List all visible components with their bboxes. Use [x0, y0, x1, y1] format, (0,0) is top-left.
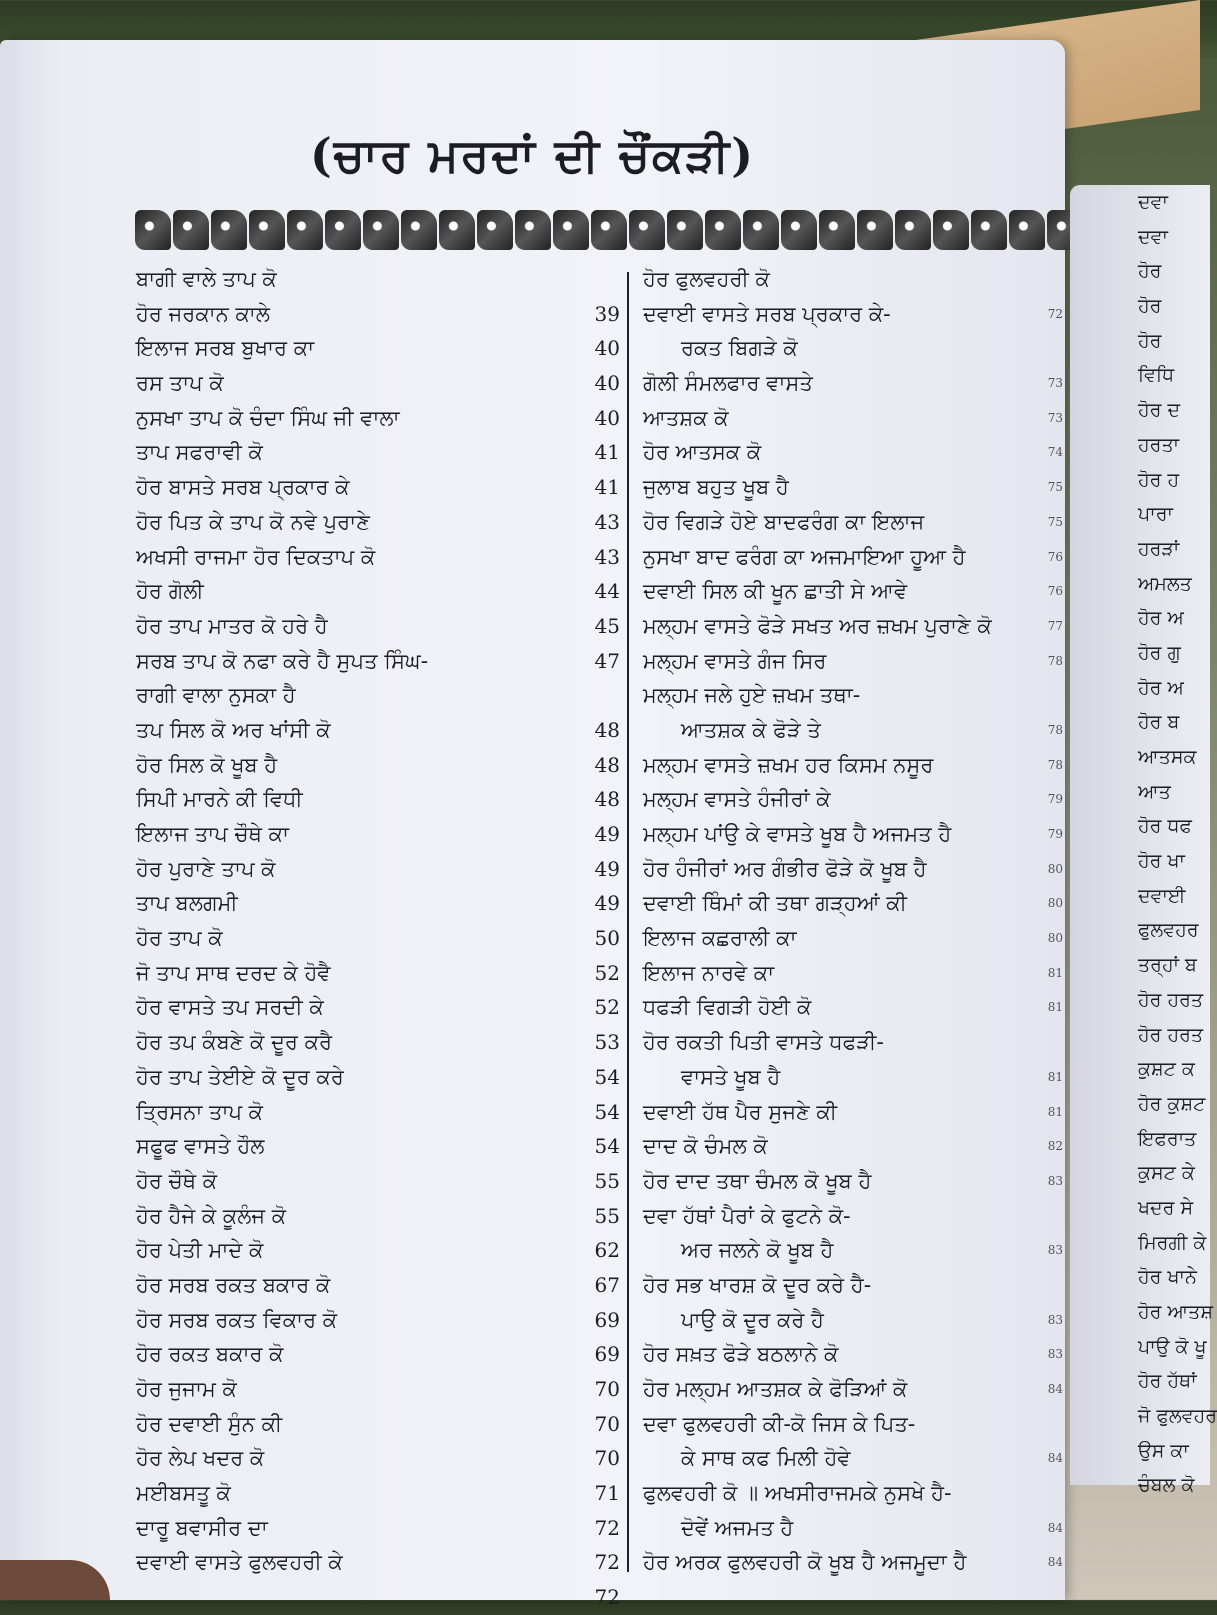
index-entry	[643, 505, 1063, 540]
right-page-fragment: ਦਵਾ	[1138, 225, 1168, 248]
right-page-fragment: ਅਮਲਤ	[1138, 572, 1192, 595]
index-entry	[643, 1164, 1063, 1199]
entry-text: ਹੋਰ ਪਿਤ ਕੇ ਤਾਪ ਕੋ ਨਵੇ ਪੁਰਾਣੇ	[136, 509, 370, 534]
ornament-icon	[439, 210, 475, 250]
entry-text: ਗੋਲੀ ਸੰਮਲਫਾਰ ਵਾਸਤੇ	[643, 371, 813, 396]
page-number: 73	[1047, 376, 1063, 391]
index-entry	[136, 1060, 626, 1095]
index-entry	[643, 817, 1063, 852]
entry-text: ਧਫੜੀ ਵਿਗੜੀ ਹੋਈ ਕੋ	[643, 995, 812, 1020]
index-entry	[643, 609, 1063, 644]
index-entry	[643, 435, 1063, 470]
right-page-fragment: ਆਤਸਕ	[1138, 746, 1197, 768]
right-page-fragment: ਕੁਸਟ ਕੇ	[1138, 1162, 1195, 1185]
page-number: 49	[594, 891, 620, 916]
index-entry	[643, 990, 1063, 1025]
page-number: 62	[594, 1238, 620, 1263]
index-entry	[136, 435, 626, 470]
index-entry	[643, 331, 1063, 366]
page-number: 81	[1047, 1069, 1063, 1084]
entry-text: ਰਕਤ ਬਿਗੜੇ ਕੋ	[681, 336, 798, 361]
right-page-fragment: ਵਿਧਿ	[1138, 364, 1175, 387]
page-number: 83	[1047, 1173, 1063, 1188]
page-number: 69	[594, 1342, 620, 1367]
index-entry	[643, 297, 1063, 332]
entry-text: ਦਵਾ ਫੁਲਵਹਰੀ ਕੀ-ਕੋ ਜਿਸ ਕੇ ਪਿਤ-	[643, 1411, 916, 1436]
page-number: 52	[594, 995, 620, 1020]
index-entry	[136, 852, 626, 887]
page-number: 41	[594, 475, 620, 500]
page-number: 84	[1047, 1555, 1063, 1570]
page-number: 69	[594, 1307, 620, 1332]
ornament-icon	[1009, 210, 1045, 250]
index-entry	[136, 1476, 626, 1511]
entry-text: ਹੋਰ ਗੋਲੀ	[136, 579, 204, 604]
entry-text: ਰਾਗੀ ਵਾਲਾ ਨੁਸਕਾ ਹੈ	[136, 683, 296, 708]
page-number: 71	[594, 1481, 620, 1506]
ornament-icon	[591, 210, 627, 250]
ornament-icon	[477, 210, 513, 250]
right-page-fragment: ਹੋਰ	[1138, 329, 1162, 352]
entry-text: ਤਾਪ ਸਫਰਾਵੀ ਕੋ	[136, 440, 263, 465]
ornament-icon	[173, 210, 209, 250]
right-page-fragment: ਉਸ ਕਾ	[1138, 1439, 1189, 1462]
page-number: 70	[594, 1446, 620, 1471]
ornament-icon	[325, 210, 361, 250]
right-page-fragment: ਪਾਰਾ	[1138, 503, 1173, 526]
entry-text: ਹੋਰ ਵਿਗੜੇ ਹੋਏ ਬਾਦਫਰੰਗ ਕਾ ਇਲਾਜ	[643, 509, 925, 534]
index-entry	[136, 1303, 626, 1338]
right-page-fragment: ਹੋਰ ਹੱਥਾਂ	[1138, 1370, 1197, 1393]
entry-text: ਮਲ੍ਹਮ ਵਾਸਤੇ ਫੋੜੇ ਸਖਤ ਅਰ ਜ਼ਖਮ ਪੁਰਾਣੇ ਕੋ	[643, 613, 992, 638]
entry-text: ਨੁਸਖਾ ਤਾਪ ਕੋ ਚੰਦਾ ਸਿੰਘ ਜੀ ਵਾਲਾ	[136, 405, 400, 430]
entry-text: ਇਲਾਜ ਸਰਬ ਬੁਖਾਰ ਕਾ	[136, 336, 315, 361]
entry-text: ਸਰਬ ਤਾਪ ਕੋ ਨਫਾ ਕਰੇ ਹੈ ਸੁਪਤ ਸਿੰਘ-	[136, 648, 429, 673]
entry-text: ਵਾਸਤੇ ਖੂਬ ਹੈ	[681, 1064, 781, 1089]
right-page-fragment: ਹੋਰ ਗੁ	[1138, 641, 1181, 664]
index-entry	[643, 1129, 1063, 1164]
ornament-icon	[515, 210, 551, 250]
entry-text: ਸਫੂਫ ਵਾਸਤੇ ਹੌਲ	[136, 1134, 265, 1159]
entry-text: ਦੋਵੇਂ ਅਜਮਤ ਹੈ	[681, 1515, 794, 1540]
index-entry	[136, 1164, 626, 1199]
entry-text: ਦਵਾਈ ਸਿਲ ਕੀ ਖੂਨ ਛਾਤੀ ਸੇ ਆਵੇ	[643, 579, 908, 604]
index-entry	[136, 1545, 626, 1580]
index-entry	[643, 1268, 1063, 1303]
index-entry	[136, 1025, 626, 1060]
entry-text: ਮਈਬਸਤੂ ਕੋ	[136, 1481, 231, 1506]
entry-text: ਪਾਉ ਕੋ ਦੂਰ ਕਰੇ ਹੈ	[681, 1307, 824, 1332]
ornament-icon	[895, 210, 931, 250]
ornament-icon	[857, 210, 893, 250]
ornament-icon	[401, 210, 437, 250]
ornament-icon	[135, 210, 171, 250]
ornament-icon	[287, 210, 323, 250]
entry-text: ਅਖਸੀ ਰਾਜਮਾ ਹੋਰ ਦਿਕਤਾਪ ਕੋ	[136, 544, 376, 569]
entry-text: ਮਲ੍ਹਮ ਪਾਂਉ ਕੇ ਵਾਸਤੇ ਖੂਬ ਹੈ ਅਜਮਤ ਹੈ	[643, 822, 952, 846]
page-number	[620, 262, 626, 297]
index-entry	[136, 540, 626, 575]
ornament-icon	[667, 210, 703, 250]
index-entry	[643, 262, 1063, 297]
entry-text: ਮਲ੍ਹਮ ਵਾਸਤੇ ਗੰਜ ਸਿਰ	[643, 648, 827, 673]
index-entry	[136, 262, 626, 297]
right-page-fragment: ਹੋਰ ਖਾਨੇ	[1138, 1266, 1197, 1289]
page-number: 54	[594, 1064, 620, 1089]
page-number: 81	[1047, 1104, 1063, 1119]
entry-text: ਹੋਰ ਜੁਜਾਮ ਕੋ	[136, 1377, 237, 1401]
page-number: 40	[594, 405, 620, 430]
entry-text: ਹੋਰ ਵਾਸਤੇ ਤਪ ਸਰਦੀ ਕੇ	[136, 995, 324, 1020]
page-number: 76	[1047, 549, 1063, 564]
index-entry	[136, 1129, 626, 1164]
index-entry	[643, 713, 1063, 748]
right-page-fragment: ਜੋ ਫੁਲਵਹਰ	[1138, 1405, 1217, 1428]
index-entry	[643, 574, 1063, 609]
page-number: 70	[594, 1411, 620, 1436]
entry-text: ਹੋਰ ਤਾਪ ਮਾਤਰ ਕੋ ਹਰੇ ਹੈ	[136, 613, 328, 638]
index-entry	[136, 366, 626, 401]
page-number: 73	[1047, 410, 1063, 425]
entry-text: ਆਤਸ਼ਕ ਕੋ	[643, 405, 729, 430]
index-entry	[643, 1025, 1063, 1060]
right-page-fragment: ਕੁਸ਼ਟ ਕ	[1138, 1058, 1195, 1081]
entry-text: ਮਲ੍ਹਮ ਜਲੇ ਹੁਏ ਜ਼ਖਮ ਤਥਾ-	[643, 683, 861, 708]
entry-text: ਹੋਰ ਪੇਤੀ ਮਾਦੇ ਕੋ	[136, 1238, 264, 1263]
entry-text: ਜੋ ਤਾਪ ਸਾਥ ਦਰਦ ਕੇ ਹੋਵੈ	[136, 960, 331, 985]
page-number: 54	[594, 1099, 620, 1124]
page-number: 80	[1047, 931, 1063, 946]
ornament-icon	[211, 210, 247, 250]
ornament-icon	[743, 210, 779, 250]
page-number: 55	[594, 1168, 620, 1193]
entry-text: ਹੋਰ ਰਕਤ ਬਕਾਰ ਕੋ	[136, 1342, 284, 1367]
index-entry	[136, 956, 626, 991]
page-number: 72	[1047, 306, 1063, 321]
index-entry	[136, 1337, 626, 1372]
entry-text: ਨੁਸਖਾ ਬਾਦ ਫਰੰਗ ਕਾ ਅਜਮਾਇਆ ਹੂਆ ਹੈ	[643, 544, 966, 569]
index-entry	[643, 1303, 1063, 1338]
index-entry	[643, 678, 1063, 713]
index-entry	[643, 1337, 1063, 1372]
right-page-fragment: ਚੰਬਲ ਕੋ	[1138, 1474, 1195, 1497]
index-entry	[643, 401, 1063, 436]
entry-text: ਆਤਸ਼ਕ ਕੇ ਫੋੜੇ ਤੇ	[681, 717, 821, 742]
index-entry	[643, 1095, 1063, 1130]
right-page-fragment: ਤਰ੍ਹਾਂ ਬ	[1138, 954, 1197, 977]
right-page-fragment: ਹੋਰ ਖਾ	[1138, 850, 1185, 873]
page-number: 53	[594, 1030, 620, 1055]
index-entry	[136, 1580, 626, 1615]
page-number: 75	[1047, 514, 1063, 529]
entry-text: ਇਲਾਜ ਨਾਰਵੇ ਕਾ	[643, 960, 775, 985]
page-number: 80	[1047, 861, 1063, 876]
entry-text: ਇਲਾਜ ਕਛਰਾਲੀ ਕਾ	[643, 926, 797, 951]
page-number: 52	[594, 960, 620, 985]
index-entry	[136, 609, 626, 644]
page-number: 76	[1047, 584, 1063, 599]
page-number: 84	[1047, 1520, 1063, 1535]
page-number: 49	[594, 822, 620, 846]
index-column-right	[643, 262, 1063, 1580]
entry-text: ਹੋਰ ਸਰਬ ਰਕਤ ਬਕਾਰ ਕੋ	[136, 1272, 331, 1297]
right-page-fragment: ਹੋਰ ਅ	[1138, 607, 1184, 630]
index-entry	[643, 540, 1063, 575]
entry-text: ਦਾਰੂ ਬਵਾਸੀਰ ਦਾ	[136, 1515, 268, 1540]
entry-text: ਹੋਰ ਦਾਦ ਤਥਾ ਚੰਮਲ ਕੋ ਖੂਬ ਹੈ	[643, 1168, 872, 1193]
entry-text: ਹੋਰ ਸਭ ਖਾਰਸ਼ ਕੋ ਦੂਰ ਕਰੇ ਹੈ-	[643, 1272, 872, 1297]
index-entry	[643, 1441, 1063, 1476]
right-page-fragment: ਹੋਰ ਦ	[1138, 399, 1181, 422]
right-page-fragment: ਖਦਰ ਸੇ	[1138, 1196, 1194, 1219]
index-entry	[643, 921, 1063, 956]
page-number: 41	[594, 440, 620, 465]
index-entry	[643, 1407, 1063, 1442]
index-entry	[136, 1268, 626, 1303]
index-entry	[643, 1233, 1063, 1268]
index-entry	[136, 505, 626, 540]
right-page-fragment: ਦਵਾ	[1138, 191, 1168, 213]
right-page-fragment: ਪਾਉ ਕੋ ਖੂ	[1138, 1335, 1207, 1358]
page-number: 43	[594, 509, 620, 534]
entry-text: ਹੋਰ ਤਾਪ ਕੋ	[136, 926, 223, 951]
book-page-right	[1070, 185, 1217, 1497]
page-number: 40	[594, 371, 620, 396]
page-number: 47	[594, 648, 620, 673]
page-number: 72	[594, 1585, 620, 1610]
index-entry	[136, 331, 626, 366]
index-entry	[643, 852, 1063, 887]
entry-text: ਦਾਦ ਕੋ ਚੰਮਲ ਕੋ	[643, 1134, 768, 1159]
index-entry	[643, 644, 1063, 679]
right-page-fragment: ਹੋਰ ਕੁਸ਼ਟ	[1138, 1092, 1206, 1115]
decorative-border	[135, 210, 1055, 256]
right-page-fragment: ਹੋਰ ਆਤਸ਼	[1138, 1301, 1213, 1323]
index-entry	[136, 574, 626, 609]
ornament-icon	[933, 210, 969, 250]
entry-text: ਹੋਰ ਜਰਕਾਨ ਕਾਲੇ	[136, 301, 270, 326]
right-page-fragment: ਹੋਰ ਹਰਤ	[1138, 988, 1204, 1011]
page-number: 70	[594, 1377, 620, 1401]
page-number: 83	[1047, 1243, 1063, 1258]
index-entry	[136, 817, 626, 852]
page-number: 84	[1047, 1382, 1063, 1396]
entry-text: ਮਲ੍ਹਮ ਵਾਸਤੇ ਹੰਜੀਰਾਂ ਕੇ	[643, 787, 831, 812]
index-entry	[136, 1372, 626, 1407]
right-page-fragment: ਹੋਰ ਧਫ	[1138, 815, 1192, 838]
entry-text: ਦਵਾਈ ਵਾਸਤੇ ਫੁਲਵਹਰੀ ਕੇ	[136, 1550, 343, 1575]
index-entry	[136, 990, 626, 1025]
page-number: 78	[1047, 722, 1063, 737]
entry-text: ਸਿਪੀ ਮਾਰਨੇ ਕੀ ਵਿਧੀ	[136, 787, 303, 812]
entry-text: ਹੋਰ ਹੰਜੀਰਾਂ ਅਰ ਗੰਭੀਰ ਫੋੜੇ ਕੋ ਖੂਬ ਹੈ	[643, 856, 927, 881]
entry-text: ਹੋਰ ਰਕਤੀ ਪਿਤੀ ਵਾਸਤੇ ਧਫੜੀ-	[643, 1030, 884, 1055]
entry-text: ਹੋਰ ਹੈਜੇ ਕੇ ਕੂਲੰਜ ਕੋ	[136, 1203, 287, 1228]
entry-text: ਦਵਾਈ ਥਿੰਮਾਂ ਕੀ ਤਥਾ ਗੜ੍ਹਆਂ ਕੀ	[643, 891, 907, 916]
page-number: 48	[594, 752, 620, 777]
entry-text: ਹੋਰ ਸਿਲ ਕੋ ਖੂਬ ਹੈ	[136, 752, 278, 777]
entry-text: ਹੋਰ ਮਲ੍ਹਮ ਆਤਸ਼ਕ ਕੇ ਫੋੜਿਆਂ ਕੋ	[643, 1377, 908, 1401]
index-column-left	[136, 262, 626, 1615]
index-entry	[136, 782, 626, 817]
entry-text: ਤਪ ਸਿਲ ਕੋ ਅਰ ਖਾਂਸੀ ਕੋ	[136, 717, 331, 742]
page-title: (ਚਾਰ ਮਰਦਾਂ ਦੀ ਚੌਂਕੜੀ)	[309, 128, 756, 182]
index-entry	[136, 644, 626, 679]
index-entry	[643, 782, 1063, 817]
ornament-icon	[249, 210, 285, 250]
entry-text: ਮਲ੍ਹਮ ਵਾਸਤੇ ਜ਼ਖਮ ਹਰ ਕਿਸਮ ਨਸੂਰ	[643, 752, 934, 777]
index-entry	[136, 401, 626, 436]
index-entry	[643, 1372, 1063, 1407]
index-entry	[643, 366, 1063, 401]
ornament-icon	[705, 210, 741, 250]
page-number: 83	[1047, 1312, 1063, 1327]
right-page-fragment: ਹੋਰ ਹ	[1138, 468, 1180, 491]
right-page-fragment: ਇਫਰਾਤ	[1138, 1127, 1197, 1150]
page-number: 74	[1047, 445, 1063, 460]
page-number: 82	[1047, 1139, 1063, 1154]
index-entry	[136, 1095, 626, 1130]
page-number: 78	[1047, 757, 1063, 772]
column-divider	[627, 272, 629, 1572]
right-page-fragment: ਹੋਰ ਬ	[1138, 711, 1180, 734]
page-number: 79	[1047, 827, 1063, 841]
page-number: 49	[594, 856, 620, 881]
index-entry	[136, 921, 626, 956]
entry-text: ਦਵਾ ਹੱਥਾਂ ਪੈਰਾਂ ਕੇ ਫੁਟਨੇ ਕੋ-	[643, 1203, 851, 1228]
entry-text: ਦਵਾਈ ਵਾਸਤੇ ਸਰਬ ਪ੍ਰਕਾਰ ਕੇ-	[643, 301, 891, 326]
entry-text: ਹੋਰ ਲੇਪ ਖਦਰ ਕੋ	[136, 1446, 265, 1471]
entry-text: ਹੋਰ ਸਰਬ ਰਕਤ ਵਿਕਾਰ ਕੋ	[136, 1307, 338, 1332]
page-number: 84	[1047, 1451, 1063, 1466]
page-number: 80	[1047, 896, 1063, 911]
entry-text: ਬਾਗੀ ਵਾਲੇ ਤਾਪ ਕੋ	[136, 267, 277, 291]
page-number: 43	[594, 544, 620, 569]
right-page-fragment: ਆਤ	[1138, 780, 1171, 803]
right-page-fragment: ਮਿਰਗੀ ਕੇ	[1138, 1231, 1207, 1254]
index-entry	[643, 748, 1063, 783]
entry-text: ਦਵਾਈ ਹੱਥ ਪੈਰ ਸੁਜਣੇ ਕੀ	[643, 1099, 838, 1124]
index-entry	[643, 1545, 1063, 1580]
index-entry	[136, 713, 626, 748]
page-number: 78	[1047, 653, 1063, 668]
index-entry	[136, 1511, 626, 1546]
entry-text: ਜੁਲਾਬ ਬਹੁਤ ਖੂਬ ਹੈ	[643, 475, 789, 500]
index-entry	[136, 1441, 626, 1476]
page-number: 44	[594, 579, 620, 604]
right-page-fragment: ਹਰਤਾ	[1138, 433, 1180, 456]
ornament-icon	[819, 210, 855, 250]
entry-text: ਫੁਲਵਹਰੀ ਕੋ ॥ ਅਖਸੀਰਾਜਮਕੇ ਨੁਸਖੇ ਹੈ-	[643, 1481, 952, 1506]
book-page-left	[0, 40, 1065, 1610]
right-page-fragment: ਹੋਰ	[1138, 295, 1162, 318]
index-entry	[643, 1199, 1063, 1234]
entry-text: ਹੋਰ ਆਤਸਕ ਕੋ	[643, 440, 762, 465]
page-number: 40	[594, 336, 620, 361]
index-entry	[643, 956, 1063, 991]
entry-text: ਹੋਰ ਦਵਾਈ ਸੁੰਨ ਕੀ	[136, 1411, 283, 1436]
entry-text: ਤ੍ਰਿਸਨਾ ਤਾਪ ਕੋ	[136, 1099, 264, 1124]
page-number: 81	[1047, 965, 1063, 980]
entry-text: ਹੋਰ ਸਖ਼ਤ ਫੋੜੇ ਬਠਲਾਨੇ ਕੋ	[643, 1342, 839, 1367]
entry-text: ਹੋਰ ਫੁਲਵਹਰੀ ਕੋ	[643, 267, 770, 291]
right-page-fragment: ਹੋਰ	[1138, 260, 1162, 283]
page-number: 67	[594, 1272, 620, 1297]
ornament-icon	[553, 210, 589, 250]
index-entry	[643, 1476, 1063, 1511]
entry-text: ਹੋਰ ਤਪ ਕੰਬਣੇ ਕੋ ਦੂਰ ਕਰੈ	[136, 1030, 332, 1055]
entry-text: ਅਰ ਜਲਨੇ ਕੋ ਖੂਬ ਹੈ	[681, 1238, 834, 1263]
right-page-fragment: ਫੁਲਵਹਰ	[1138, 919, 1199, 942]
page-number	[620, 678, 626, 713]
page-number: 39	[594, 301, 620, 326]
entry-text: ਰਸ ਤਾਪ ਕੋ	[136, 371, 224, 396]
index-entry	[136, 748, 626, 783]
page-number: 81	[1047, 1000, 1063, 1015]
ornament-icon	[363, 210, 399, 250]
index-entry	[643, 1511, 1063, 1546]
right-page-fragment: ਹੋਰ ਅ	[1138, 676, 1184, 699]
index-entry	[643, 470, 1063, 505]
page-number: 55	[594, 1203, 620, 1228]
right-page-fragment: ਹੋਰ ਹਰਤ	[1138, 1023, 1204, 1046]
entry-text: ਤਾਪ ਬਲਗਮੀ	[136, 891, 238, 916]
page-number: 77	[1047, 618, 1063, 633]
page-number: 45	[594, 613, 620, 638]
index-entry	[136, 1233, 626, 1268]
page-number: 48	[594, 717, 620, 742]
entry-text: ਇਲਾਜ ਤਾਪ ਚੌਥੇ ਕਾ	[136, 822, 289, 846]
entry-text: ਹੋਰ ਚੌਥੇ ਕੋ	[136, 1168, 218, 1193]
entry-text: ਹੋਰ ਤਾਪ ਤੇਈਏ ਕੋ ਦੂਰ ਕਰੇ	[136, 1064, 344, 1089]
index-entry	[136, 1199, 626, 1234]
entry-text: ਹੋਰ ਬਾਸਤੇ ਸਰਬ ਪ੍ਰਕਾਰ ਕੇ	[136, 475, 350, 500]
index-entry	[643, 1060, 1063, 1095]
page-number: 50	[594, 926, 620, 951]
index-entry	[136, 470, 626, 505]
index-entry	[643, 886, 1063, 921]
page-number: 79	[1047, 792, 1063, 807]
page-number: 54	[594, 1134, 620, 1159]
page-number: 72	[594, 1550, 620, 1575]
index-entry	[136, 297, 626, 332]
index-entry	[136, 678, 626, 713]
right-page-fragment: ਹਰੜਾਂ	[1138, 537, 1180, 560]
page-number: 83	[1047, 1347, 1063, 1362]
index-entry	[136, 1407, 626, 1442]
page-number: 75	[1047, 480, 1063, 495]
ornament-icon	[971, 210, 1007, 250]
page-number: 72	[594, 1515, 620, 1540]
entry-text: ਕੇ ਸਾਥ ਕਫ ਮਿਲੀ ਹੋਵੇ	[681, 1446, 851, 1471]
entry-text: ਹੋਰ ਅਰਕ ਫੁਲਵਹਰੀ ਕੋ ਖੂਬ ਹੈ ਅਜਮੂਦਾ ਹੈ	[643, 1550, 967, 1575]
index-entry	[136, 886, 626, 921]
page-number: 48	[594, 787, 620, 812]
right-page-fragment: ਦਵਾਈ	[1138, 884, 1186, 907]
ornament-icon	[629, 210, 665, 250]
entry-text: ਹੋਰ ਪੁਰਾਣੇ ਤਾਪ ਕੋ	[136, 856, 276, 881]
ornament-icon	[781, 210, 817, 250]
